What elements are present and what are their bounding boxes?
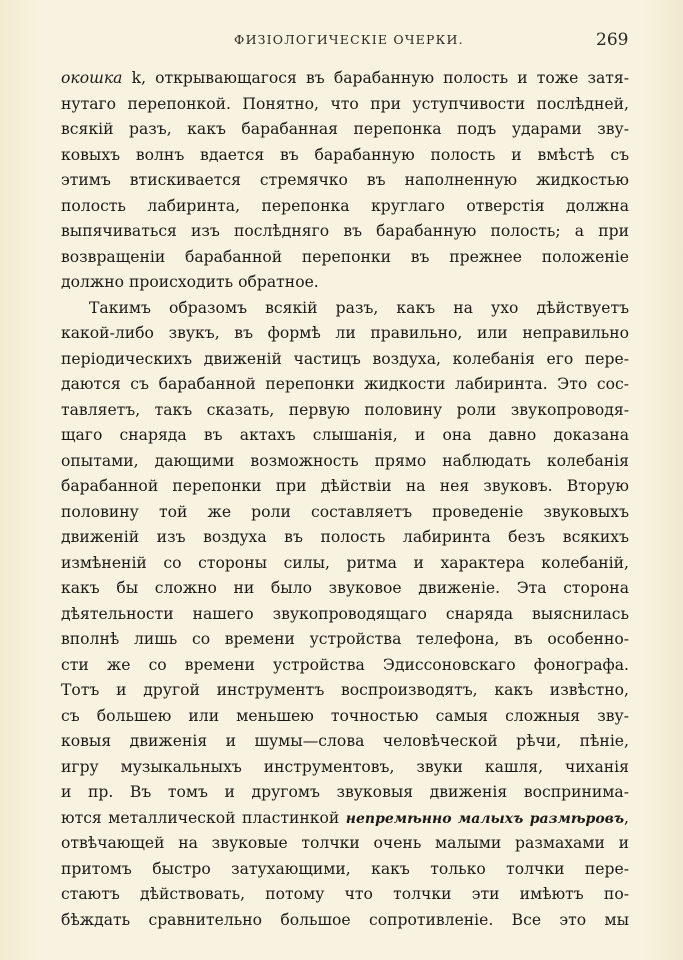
- text-line: [61, 576, 629, 602]
- text-segment: полость лабиринта, перепонка круглаго отверстія должна: [61, 196, 629, 215]
- text-segment: нутаго перепонкой. Понятно, что при уступчивости послѣдней,: [61, 94, 629, 113]
- running-title: ФИЗІОЛОГИЧЕСКІЕ ОЧЕРКИ.: [234, 32, 464, 47]
- paragraph: [61, 296, 629, 934]
- text-line: [61, 755, 629, 781]
- text-segment: дѣятельности нашего звукопроводящаго снаряда выяснилась: [61, 604, 629, 623]
- text-line: [61, 653, 629, 679]
- text-segment: игру музыкальныхъ инструментовъ, звуки кашля, чиханія: [61, 757, 629, 776]
- text-segment: движеній изъ воздуха въ полость лабиринта безъ всякихъ: [61, 528, 629, 546]
- text-segment: этимъ втискивается стремячко въ наполненную жидкостью: [61, 171, 629, 189]
- text-line: [61, 704, 629, 730]
- text-segment: должно происходить обратное.: [61, 273, 319, 291]
- text-line: [61, 780, 629, 806]
- page-number: 269: [596, 30, 629, 50]
- text-segment: возвращеніи барабанной перепонки въ прежнее положеніе: [61, 247, 629, 266]
- text-line: [61, 372, 629, 398]
- text-line: [61, 857, 629, 883]
- running-head: [0, 30, 683, 50]
- text-line: [61, 168, 629, 194]
- text-segment: съ большею или меньшею точностью самыя сложныя зву-: [61, 706, 629, 725]
- text-line: [61, 194, 629, 220]
- text-segment: непремѣнно малыхъ размѣровъ: [345, 810, 625, 827]
- text-line: [61, 551, 629, 577]
- text-line: [61, 66, 629, 92]
- text-line: [61, 398, 629, 424]
- text-segment: бѣждать сравнительно большое сопротивленіе. Все это мы: [61, 910, 629, 929]
- text-line: [61, 296, 629, 322]
- text-segment: стаютъ дѣйствовать, потому что толчки эти имѣютъ по-: [61, 885, 629, 903]
- text-segment: измѣненій со стороны силы, ритма и характера колебаній,: [61, 553, 629, 572]
- text-segment: ,: [624, 808, 629, 827]
- text-segment: опытами, дающими возможность прямо наблюдать колебанія: [61, 451, 629, 470]
- text-segment: Тотъ и другой инструментъ воспроизводятъ, какъ извѣстно,: [61, 681, 629, 699]
- text-segment: k, открывающагося въ барабанную полость и тоже затя-: [122, 69, 629, 87]
- text-line: [61, 831, 629, 857]
- text-line: [61, 500, 629, 526]
- text-segment: щаго снаряда въ актахъ слышанія, и она давно доказана: [61, 426, 629, 444]
- text-line: [61, 270, 629, 296]
- text-segment: барабанной перепонки при дѣйствіи на нея звуковъ. Вторую: [61, 477, 629, 495]
- text-segment: половину той же роли составляетъ проведеніе звуковыхъ: [61, 502, 629, 521]
- text-line: [61, 117, 629, 143]
- text-line: [61, 423, 629, 449]
- text-segment: ковыхъ волнъ вдается въ барабанную полость и вмѣстѣ съ: [61, 145, 629, 164]
- text-line: [61, 602, 629, 628]
- text-line: [61, 143, 629, 169]
- text-line: [61, 474, 629, 500]
- text-line: [61, 321, 629, 347]
- text-segment: какъ бы сложно ни было звуковое движеніе. Эта сторона: [61, 579, 629, 597]
- text-line: [61, 729, 629, 755]
- text-line: [61, 525, 629, 551]
- text-segment: притомъ быстро затухающими, какъ только толчки пере-: [61, 859, 629, 878]
- text-segment: выпячиваться изъ послѣдняго въ барабанную полость; а при: [61, 222, 629, 240]
- text-segment: ются металлической пластинкой: [61, 808, 346, 827]
- text-segment: періодическихъ движеній частицъ воздуха, колебанія его пере-: [61, 349, 629, 368]
- text-line: [61, 678, 629, 704]
- text-segment: отвѣчающей на звуковые толчки очень малыми размахами и: [61, 834, 629, 852]
- text-segment: всякій разъ, какъ барабанная перепонка подъ ударами зву-: [61, 120, 629, 138]
- text-line: [61, 806, 629, 832]
- text-segment: Такимъ образомъ всякій разъ, какъ на ухо дѣйствуетъ: [89, 298, 629, 317]
- text-segment: окошка: [61, 69, 123, 87]
- text-segment: даются съ барабанной перепонки жидкости лабиринта. Это сос-: [61, 375, 629, 393]
- paragraph: [61, 66, 629, 296]
- text-line: [61, 449, 629, 475]
- text-line: [61, 882, 629, 908]
- text-line: [61, 219, 629, 245]
- text-line: [61, 908, 629, 934]
- text-line: [61, 245, 629, 271]
- body-text: [61, 66, 629, 933]
- text-line: [61, 347, 629, 373]
- text-line: [61, 627, 629, 653]
- text-segment: тавляетъ, такъ сказать, первую половину роли звукопроводя-: [61, 400, 629, 419]
- text-segment: и пр. Въ томъ и другомъ звуковыя движенія воспринима-: [61, 783, 629, 801]
- text-segment: сти же со времени устройства Эдиссоновскаго фонографа.: [61, 655, 629, 674]
- text-segment: ковыя движенія и шумы—слова человѣческой рѣчи, пѣніе,: [61, 732, 629, 750]
- text-segment: вполнѣ лишь со времени устройства телефона, въ особенно-: [61, 630, 629, 648]
- text-segment: какой-либо звукъ, въ формѣ ли правильно, или неправильно: [61, 324, 629, 342]
- text-line: [61, 92, 629, 118]
